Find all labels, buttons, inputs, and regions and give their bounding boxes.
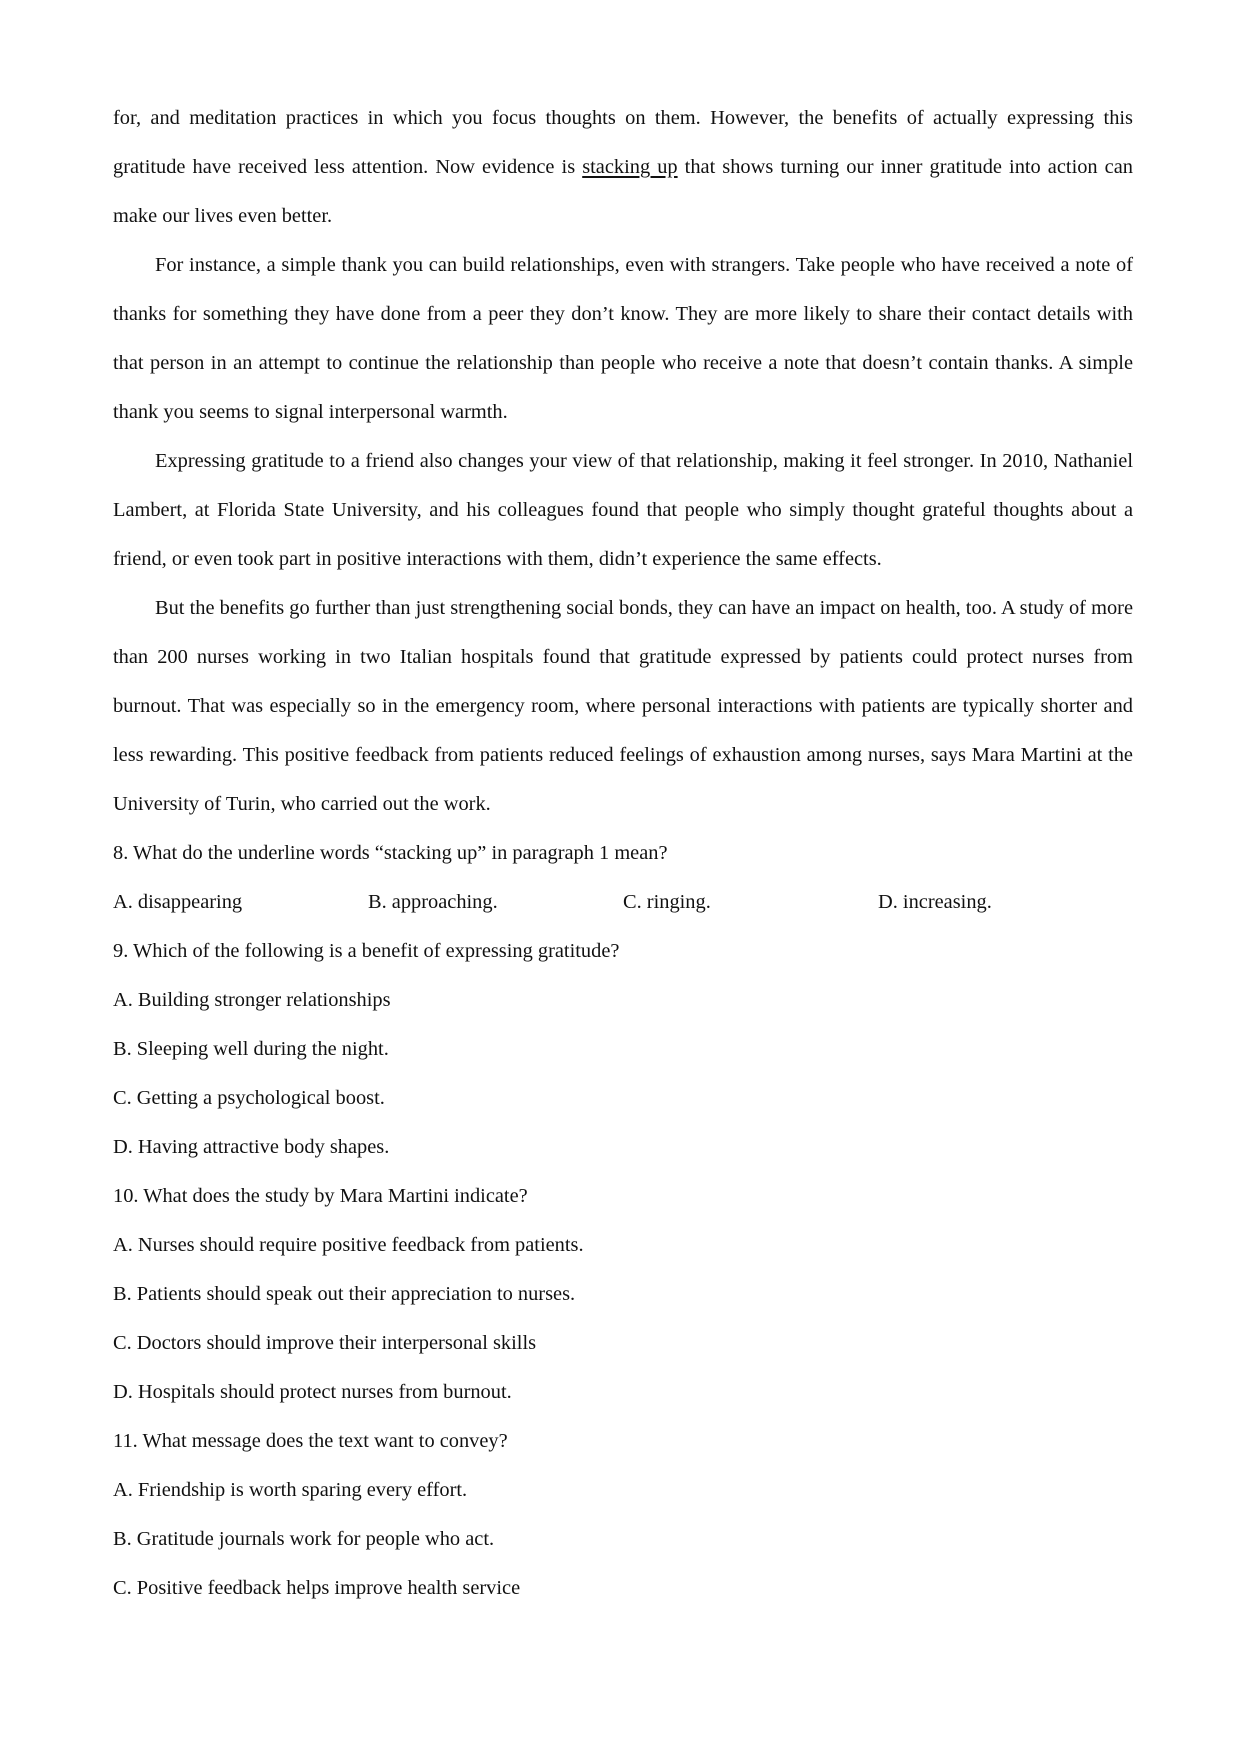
paragraph-1-text-after: that shows turning our inner gratitude into action can make our lives even better. [113,156,1133,227]
question-10-option-b: B. Patients should speak out their appreciation to nurses. [113,1283,576,1305]
question-8-option-c: C. ringing. [623,891,711,913]
question-8 [113,829,1133,927]
question-8-option-d: D. increasing. [878,891,992,913]
question-11-option-a: A. Friendship is worth sparing every effort. [113,1479,468,1501]
question-10-stem: 10. What does the study by Mara Martini indicate? [113,1185,528,1207]
question-9 [113,927,1133,1172]
question-9-option-c: C. Getting a psychological boost. [113,1087,385,1109]
question-9-option-a: A. Building stronger relationships [113,989,391,1011]
question-8-options [113,878,1133,927]
question-10-option-a: A. Nurses should require positive feedback from patients. [113,1234,584,1256]
question-11-option-c: C. Positive feedback helps improve health service [113,1577,521,1599]
question-10-option-d: D. Hospitals should protect nurses from burnout. [113,1381,512,1403]
question-9-option-d: D. Having attractive body shapes. [113,1136,390,1158]
question-10 [113,1172,1133,1417]
passage-paragraph-1 [113,94,1133,241]
question-9-stem: 9. Which of the following is a benefit of expressing gratitude? [113,940,620,962]
passage-paragraph-2: For instance, a simple thank you can build relationships, even with strangers. Take people who have received a note of thanks for something they have done from a peer they don’t know. They are more likely to share their contact details with that person in an attempt to continue the relationship than people who receive a note that doesn’t contain thanks. A simple thank you seems to signal interpersonal warmth. [113,254,1133,423]
question-11 [113,1417,1133,1613]
passage-paragraph-3: Expressing gratitude to a friend also changes your view of that relationship, making it feel stronger. In 2010, Nathaniel Lambert, at Florida State University, and his colleagues found that people who simply thought grateful thoughts about a friend, or even took part in positive interactions with them, didn’t experience the same effects. [113,450,1133,570]
question-9-option-b: B. Sleeping well during the night. [113,1038,389,1060]
question-11-option-b: B. Gratitude journals work for people who act. [113,1528,495,1550]
exam-page [113,94,1133,1613]
paragraph-1-text-before: for, and meditation practices in which you focus thoughts on them. However, the benefits of actually expressing this gratitude have received less attention. Now evidence is [113,107,1133,178]
question-11-stem: 11. What message does the text want to convey? [113,1430,508,1452]
underlined-phrase: stacking up [582,156,678,178]
question-8-option-a: A. disappearing [113,891,243,913]
question-8-stem: 8. What do the underline words “stacking up” in paragraph 1 mean? [113,842,668,864]
passage-paragraph-4: But the benefits go further than just strengthening social bonds, they can have an impact on health, too. A study of more than 200 nurses working in two Italian hospitals found that gratitude expressed by patients could protect nurses from burnout. That was especially so in the emergency room, where personal interactions with patients are typically shorter and less rewarding. This positive feedback from patients reduced feelings of exhaustion among nurses, says Mara Martini at the University of Turin, who carried out the work. [113,597,1133,815]
question-10-option-c: C. Doctors should improve their interpersonal skills [113,1332,537,1354]
question-8-option-b: B. approaching. [368,891,498,913]
